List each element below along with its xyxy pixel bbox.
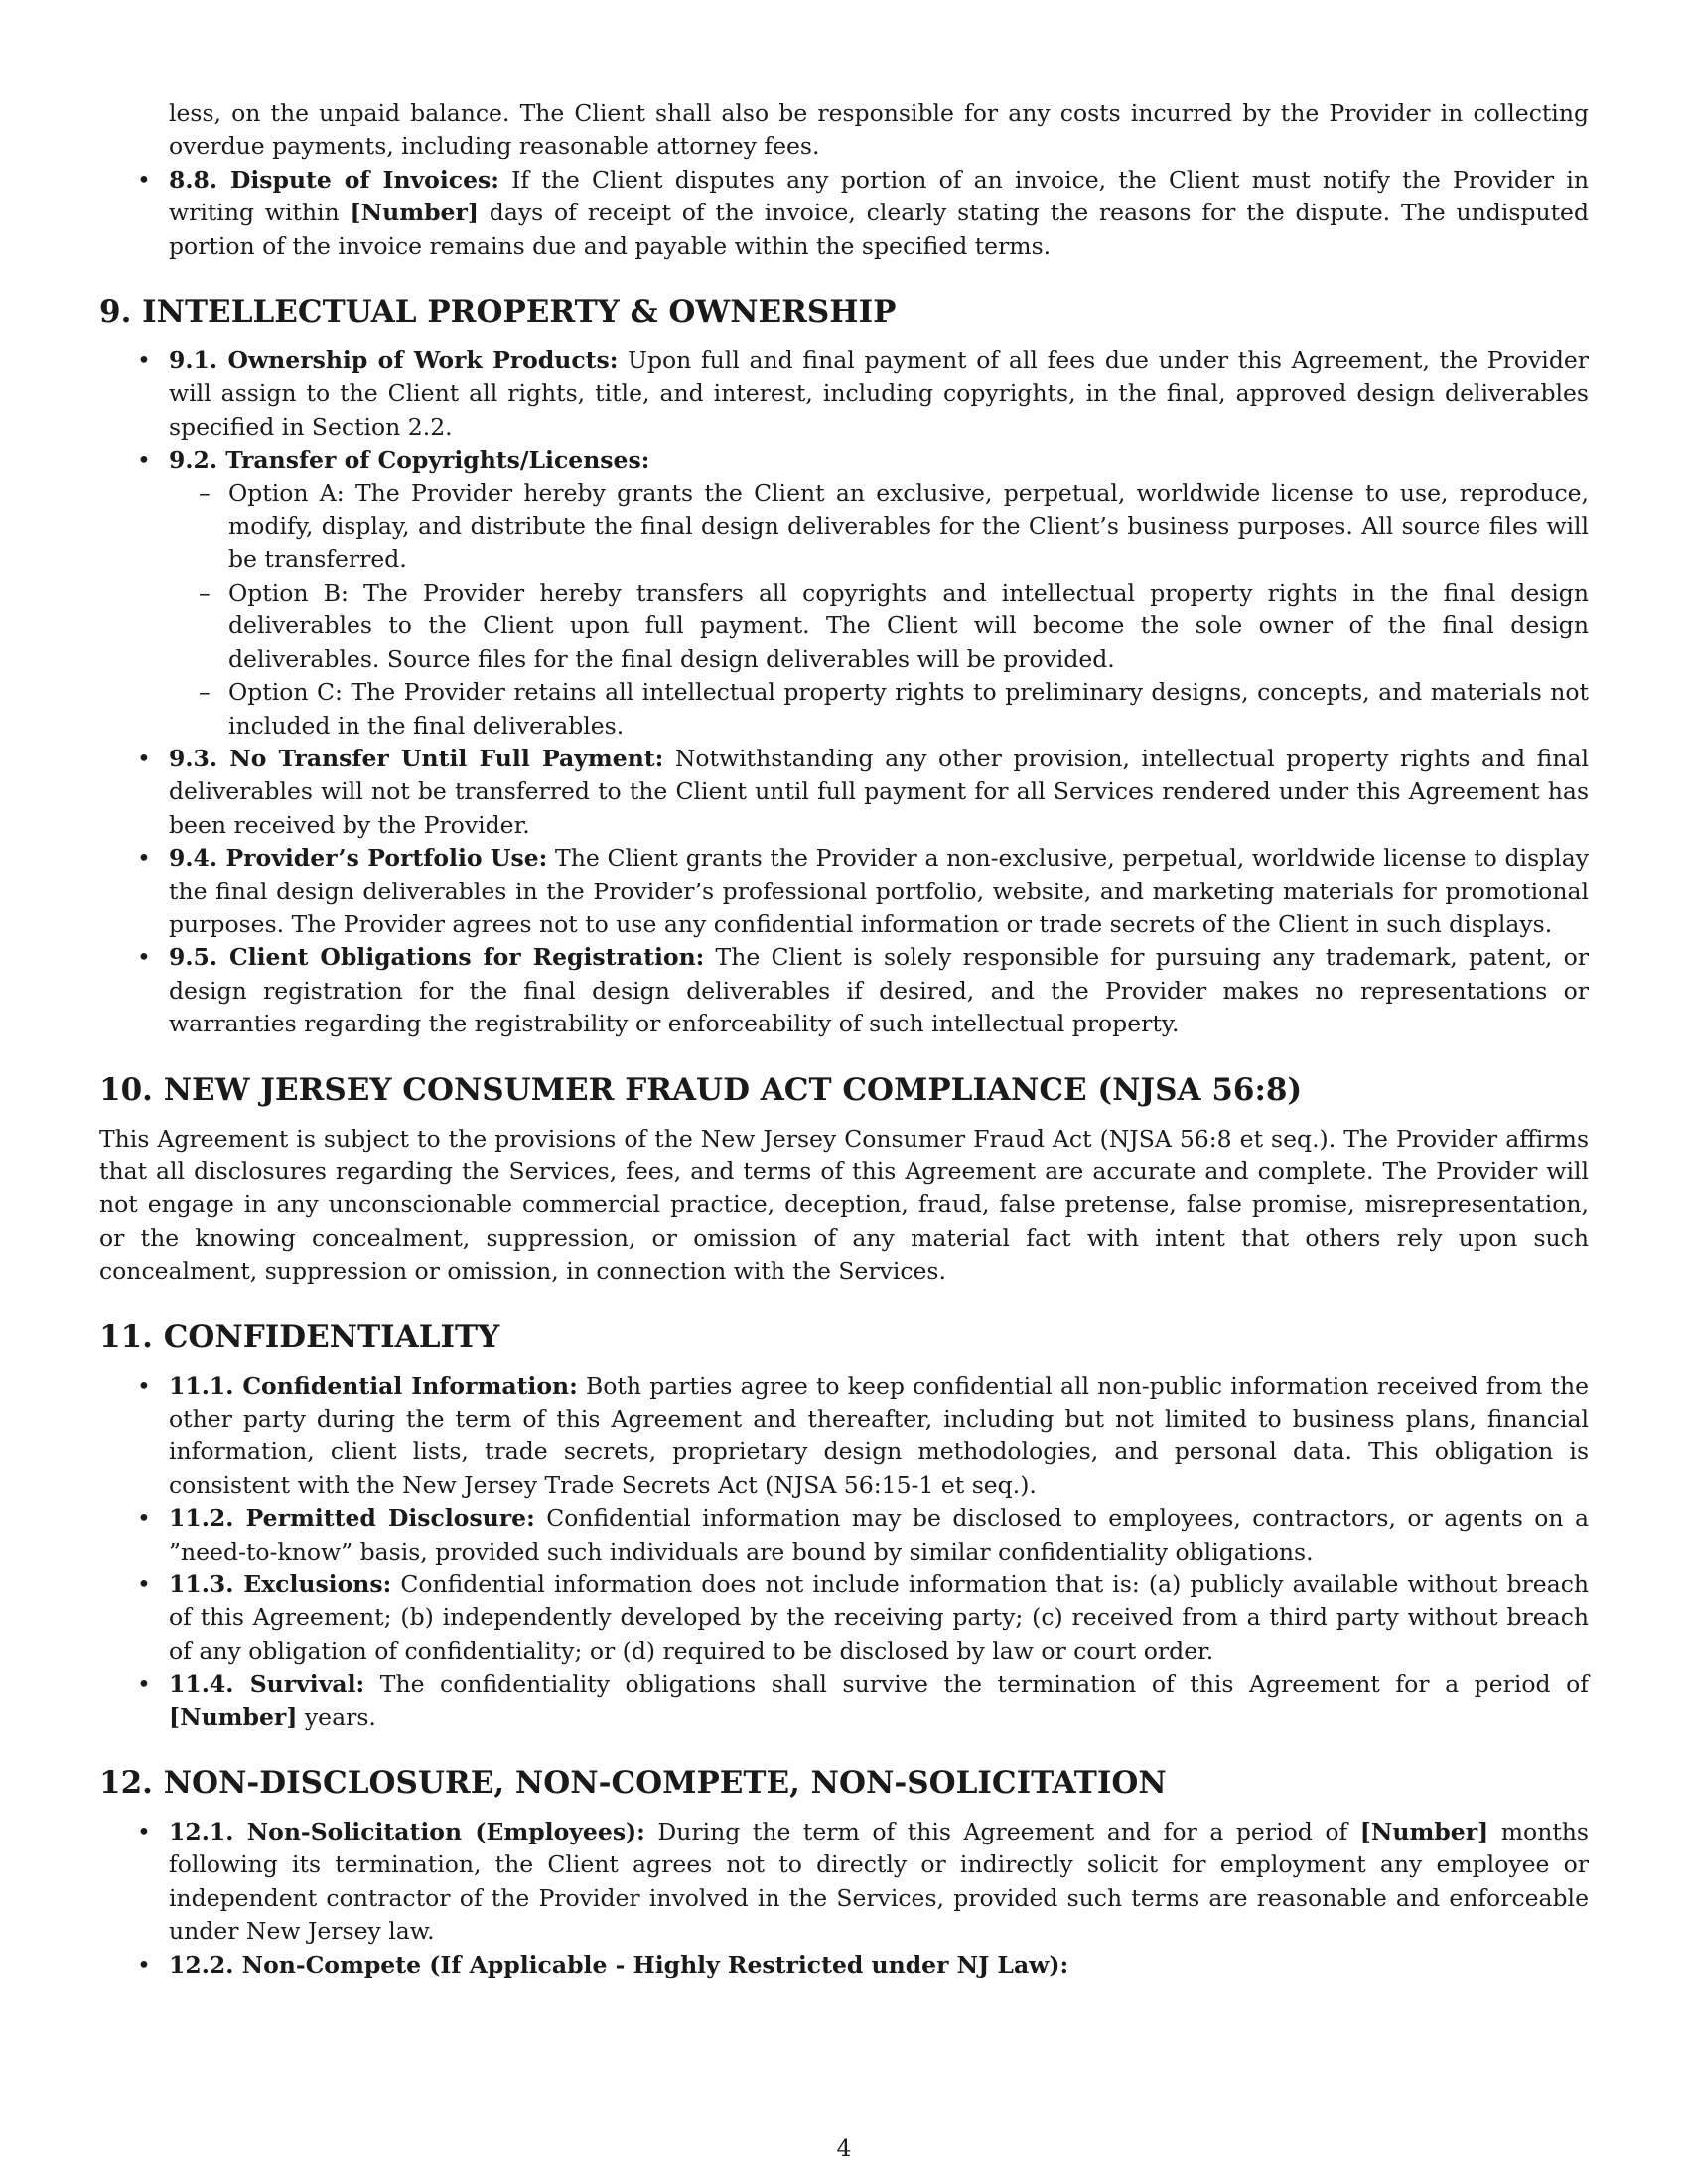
clause-text: Confidential information does not include information that is: (a) publicly available without breach of this Agreement; (b) independently developed by the receiving party; (c) received from a third party without breach of any obligation of confidentiality; or (d) required to be disclosed by law or court order. <box>169 1570 1589 1665</box>
clause-9-5 <box>99 941 1589 1040</box>
clause-9-3 <box>99 743 1589 842</box>
section-heading-11: 11. CONFIDENTIALITY <box>99 1318 500 1355</box>
clause-heading: 9.2. Transfer of Copyrights/Licenses: <box>169 446 650 475</box>
section-10-paragraph: This Agreement is subject to the provisions of the New Jersey Consumer Fraud Act (NJSA 56:8 et seq.). The Provider affirms that all disclosures regarding the Services, fees, and terms of this Agreement are accurate and complete. The Provider will not engage in any unconscionable commercial practice, deception, fraud, false pretense, false promise, misrepresentation, or the knowing concealment, suppression, or omission of any material fact with intent that others rely upon such concealment, suppression or omission, in connection with the Services. <box>99 1124 1589 1286</box>
clause-text: days of receipt of the invoice, clearly stating the reasons for the dispute. The undisputed portion of the invoice remains due and payable within the specified terms. <box>169 199 1589 260</box>
continued-paragraph: less, on the unpaid balance. The Client shall also be responsible for any costs incurred by the Provider in collecting overdue payments, including reasonable attorney fees. <box>169 99 1589 161</box>
clause-12-1 <box>99 1816 1589 1949</box>
clause-9-2 <box>99 444 1589 477</box>
option-b: – Option B: The Provider hereby transfers all copyrights and intellectual property rights in the final design deliverables to the Client upon full payment. The Client will become the sole owner of the final design deliverables. Source files for the final design deliverables will be provided. <box>99 577 1589 676</box>
clause-heading: 9.1. Ownership of Work Products: <box>169 346 619 375</box>
clause-text: Upon full and final payment of all fees due under this Agreement, the Provider will assign to the Client all rights, title, and interest, including copyrights, in the final, approved design deliverables specified in Section 2.2. <box>169 346 1590 441</box>
clause-heading: 9.4. Provider’s Portfolio Use: <box>169 844 548 873</box>
clause-11-3 <box>99 1569 1589 1668</box>
clause-text: Confidential information may be disclosed to employees, contractors, or agents on a ”need-to-know” basis, provided such individuals are bound by similar confidentiality obligations. <box>169 1504 1589 1566</box>
clause-heading: 9.5. Client Obligations for Registration: <box>169 943 705 972</box>
clause-11-2 <box>99 1502 1589 1569</box>
clause-text: years. <box>297 1703 376 1731</box>
clause-text: Notwithstanding any other provision, intellectual property rights and final deliverables will not be transferred to the Client until full payment for all Services rendered under this Agreement has been received by the Provider. <box>169 744 1589 839</box>
clause-heading: 12.2. Non-Compete (If Applicable - Highly Restricted under NJ Law): <box>169 1950 1069 1979</box>
placeholder-field: [Number] <box>169 1703 298 1731</box>
clause-12-2 <box>99 1949 1589 1981</box>
clause-text: The confidentiality obligations shall survive the termination of this Agreement for a period of <box>364 1670 1589 1699</box>
section-heading-10: 10. NEW JERSEY CONSUMER FRAUD ACT COMPLIANCE (NJSA 56:8) <box>99 1071 1303 1108</box>
placeholder-field: [Number] <box>350 199 479 227</box>
section-heading-12: 12. NON-DISCLOSURE, NON-COMPETE, NON-SOLICITATION <box>99 1765 1167 1802</box>
clause-text: Both parties agree to keep confidential all non-public information received from the other party during the term of this Agreement and thereafter, including but not limited to business plans, financial information, client lists, trade secrets, proprietary design methodologies, and personal data. This obligation is consistent with the New Jersey Trade Secrets Act (NJSA 56:15-1 et seq.). <box>169 1371 1589 1499</box>
page-number: 4 <box>836 2134 852 2162</box>
clause-11-4 <box>99 1668 1589 1734</box>
clause-9-1 <box>99 344 1589 444</box>
clause-9-4 <box>99 842 1589 941</box>
option-a: – Option A: The Provider hereby grants the Client an exclusive, perpetual, worldwide license to use, reproduce, modify, display, and distribute the final design deliverables for the Client’s business purposes. All source files will be transferred. <box>99 478 1589 577</box>
clause-heading: 11.1. Confidential Information: <box>169 1371 578 1400</box>
section-heading-9: 9. INTELLECTUAL PROPERTY & OWNERSHIP <box>99 294 897 331</box>
clause-text: During the term of this Agreement and for a period of <box>644 1818 1360 1846</box>
clause-heading: 12.1. Non-Solicitation (Employees): <box>169 1818 645 1846</box>
clause-heading: 11.2. Permitted Disclosure: <box>169 1504 535 1533</box>
clause-text: The Client grants the Provider a non-exclusive, perpetual, worldwide license to display the final design deliverables in the Provider’s professional portfolio, website, and marketing materials for promotional purposes. The Provider agrees not to use any confidential information or trade secrets of the Client in such displays. <box>169 844 1589 938</box>
clause-text: If the Client disputes any portion of an invoice, the Client must notify the Provider in writing within <box>169 165 1589 227</box>
clause-heading: 9.3. No Transfer Until Full Payment: <box>169 744 664 772</box>
clause-text: The Client is solely responsible for pursuing any trademark, patent, or design registration for the final design deliverables if desired, and the Provider makes no representations or warranties regarding the registrability or enforceability of such intellectual property. <box>169 943 1589 1038</box>
clause-heading: 8.8. Dispute of Invoices: <box>169 165 499 194</box>
clause-heading: 11.3. Exclusions: <box>169 1570 392 1599</box>
placeholder-field: [Number] <box>1359 1818 1489 1846</box>
clause-8-8 <box>99 164 1589 263</box>
clause-text: months following its termination, the Client agrees not to directly or indirectly solicit for employment any employee or independent contractor of the Provider involved in the Services, provided such terms are reasonable and enforceable under New Jersey law. <box>169 1818 1589 1946</box>
clause-heading: 11.4. Survival: <box>169 1670 365 1699</box>
clause-11-1 <box>99 1370 1589 1503</box>
option-c: – Option C: The Provider retains all intellectual property rights to preliminary designs, concepts, and materials not included in the final deliverables. <box>99 676 1589 743</box>
